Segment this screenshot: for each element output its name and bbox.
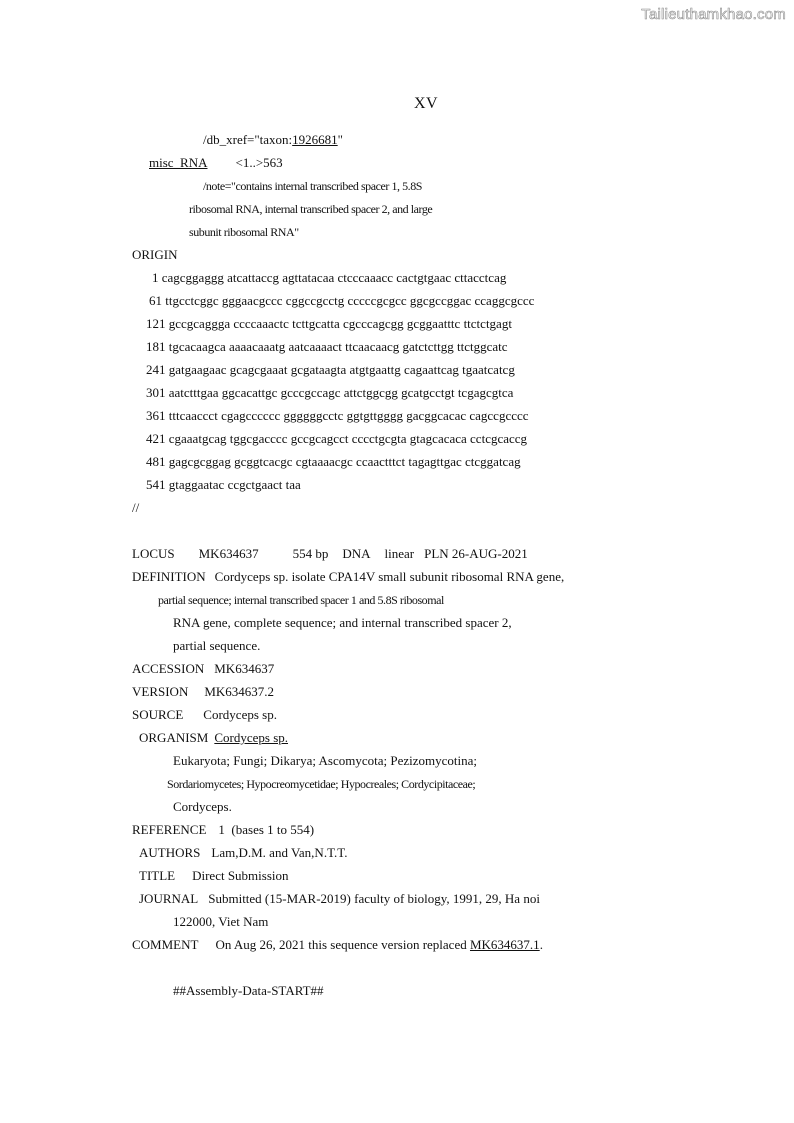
replaced-version-link[interactable]: MK634637.1 xyxy=(469,937,540,952)
reference-label: REFERENCE xyxy=(132,822,207,837)
reference-value: 1 (bases 1 to 554) xyxy=(218,822,315,837)
sequence-line: 541 gtaggaatac ccgctgaact taa xyxy=(146,477,301,492)
authors-value: Lam,D.M. and Van,N.T.T. xyxy=(211,845,348,860)
taxonomy-line: Sordariomycetes; Hypocreomycetidae; Hypocreales; Cordycipitaceae; xyxy=(167,777,476,791)
sequence-line: 241 gatgaagaac gcagcgaaat gcgataagta atgtgaattg cagaattcag tgaatcatcg xyxy=(146,362,515,377)
sequence-line: 61 ttgcctcggc gggaacgccc cggccgcctg cccccgcgcc ggcgccggac ccaggcgccc xyxy=(149,293,535,308)
accession-label: ACCESSION xyxy=(132,661,205,676)
sequence-line: 1 cagcggaggg atcattaccg agttatacaa ctcccaaacc cactgtgaac cttacctcag xyxy=(152,270,507,285)
version-line xyxy=(132,684,274,700)
sequence-line: 301 aatctttgaa ggcacattgc gcccgccagc attctggcgg gcatgcctgt tcgagcgtca xyxy=(146,385,514,400)
comment-line xyxy=(132,937,543,953)
note-line-2: ribosomal RNA, internal transcribed spacer 2, and large xyxy=(189,202,433,216)
comment-label: COMMENT xyxy=(132,937,199,952)
origin-label: ORIGIN xyxy=(132,247,178,262)
note-line-1: /note="contains internal transcribed spacer 1, 5.8S xyxy=(203,179,422,193)
journal-label: JOURNAL xyxy=(139,891,199,906)
sequence-line: 361 tttcaaccct cgagcccccc ggggggcctc ggtgttgggg gacggcacac cagccgcccc xyxy=(146,408,529,423)
definition-continuation: RNA gene, complete sequence; and internal transcribed spacer 2, xyxy=(173,615,512,630)
misc-rna-link[interactable]: misc_RNA xyxy=(149,155,208,170)
db-xref-suffix: " xyxy=(337,132,343,147)
db-xref-prefix: /db_xref="taxon: xyxy=(203,132,293,147)
organism-label: ORGANISM xyxy=(139,730,209,745)
locus-type: DNA xyxy=(342,546,371,561)
source-label: SOURCE xyxy=(132,707,184,722)
locus-label: LOCUS xyxy=(132,546,175,561)
journal-value: Submitted (15-MAR-2019) faculty of biology, 1991, 29, Ha noi xyxy=(208,891,540,906)
title-line xyxy=(139,868,289,884)
locus-length: 554 bp xyxy=(292,546,329,561)
watermark: Tailieuthamkhao.com xyxy=(641,6,786,23)
page-number: XV xyxy=(414,95,439,112)
definition-label: DEFINITION xyxy=(132,569,206,584)
journal-line xyxy=(139,891,540,907)
comment-text: On Aug 26, 2021 this sequence version replaced xyxy=(215,937,470,952)
sequence-line: 481 gagcgcggag gcggtcacgc cgtaaaacgc ccaactttct tagagttgac ctcggatcag xyxy=(146,454,521,469)
assembly-data-marker: ##Assembly-Data-START## xyxy=(173,983,324,998)
version-value: MK634637.2 xyxy=(204,684,275,699)
organism-line xyxy=(139,730,288,746)
taxonomy-line: Cordyceps. xyxy=(173,799,232,814)
accession-line xyxy=(132,661,274,677)
db-xref-line xyxy=(203,132,343,148)
organism-link[interactable]: Cordyceps sp. xyxy=(214,730,289,745)
locus-name: MK634637 xyxy=(198,546,259,561)
journal-continuation: 122000, Viet Nam xyxy=(173,914,269,929)
definition-line xyxy=(132,569,564,585)
reference-line xyxy=(132,822,314,838)
sequence-line: 121 gccgcaggga ccccaaactc tcttgcatta cgcccagcgg gcggaatttc ttctctgagt xyxy=(146,316,512,331)
authors-line xyxy=(139,845,348,861)
taxonomy-line: Eukaryota; Fungi; Dikarya; Ascomycota; Pezizomycotina; xyxy=(173,753,477,768)
definition-continuation: partial sequence; internal transcribed spacer 1 and 5.8S ribosomal xyxy=(158,593,444,607)
sequence-line: 421 cgaaatgcag tggcgacccc gccgcagcct cccctgcgta gtagcacaca cctcgcaccg xyxy=(146,431,528,446)
title-value: Direct Submission xyxy=(192,868,289,883)
sequence-line: 181 tgcacaagca aaaacaaatg aatcaaaact ttcaacaacg gatctcttgg ttctggcatc xyxy=(146,339,508,354)
taxon-link[interactable]: 1926681 xyxy=(292,132,338,147)
definition-continuation: partial sequence. xyxy=(173,638,261,653)
locus-division-date: PLN 26-AUG-2021 xyxy=(424,546,528,561)
authors-label: AUTHORS xyxy=(139,845,201,860)
misc-rna-line xyxy=(149,155,283,171)
source-line xyxy=(132,707,277,723)
accession-value: MK634637 xyxy=(214,661,275,676)
locus-line xyxy=(132,546,528,562)
version-label: VERSION xyxy=(132,684,189,699)
comment-end: . xyxy=(539,937,543,952)
title-label: TITLE xyxy=(139,868,176,883)
note-line-3: subunit ribosomal RNA" xyxy=(189,225,299,239)
source-value: Cordyceps sp. xyxy=(203,707,277,722)
definition-text: Cordyceps sp. isolate CPA14V small subunit ribosomal RNA gene, xyxy=(214,569,565,584)
locus-topology: linear xyxy=(384,546,415,561)
misc-rna-location: <1..>563 xyxy=(235,155,283,170)
record-terminator: // xyxy=(132,500,140,515)
